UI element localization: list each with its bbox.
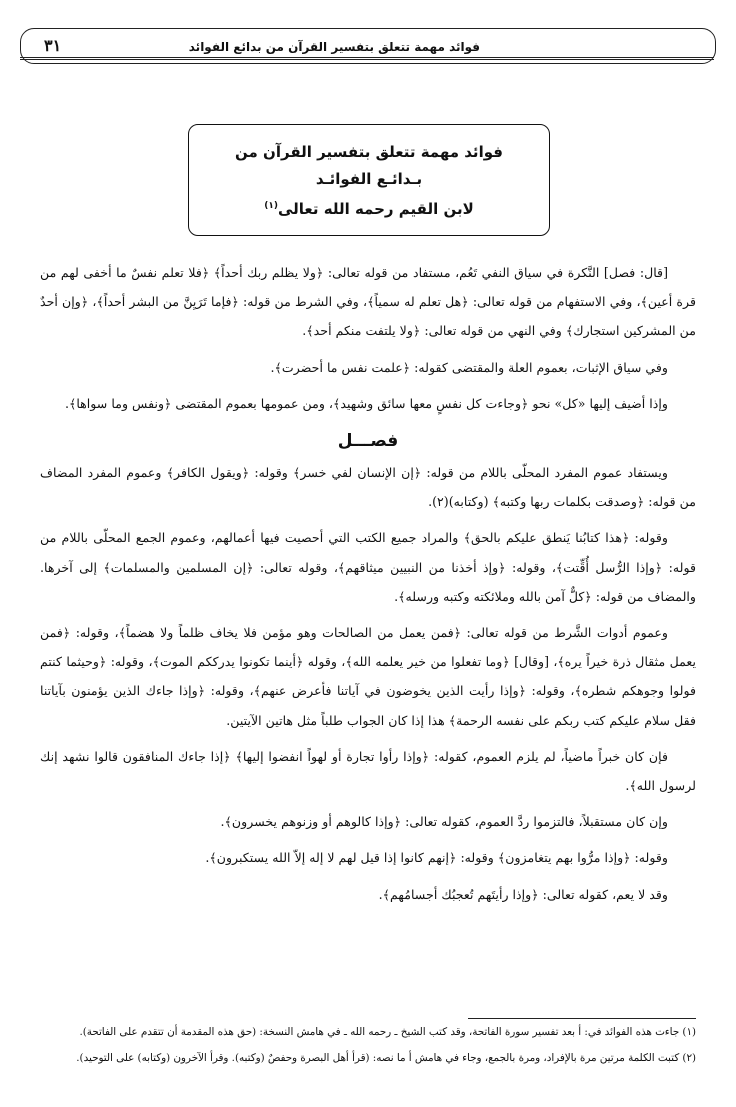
footnote-separator [468,1018,696,1019]
chapter-title-line-2: بـدائـع الفوائـد [315,170,423,188]
paragraph: وفي سياق الإثبات، بعموم العلة والمقتضى كقوله: ﴿علمت نفس ما أحضرت﴾. [270,359,668,375]
section-heading: فصـــل [337,431,399,452]
header-rule [20,57,714,60]
chapter-title-author: لابن القيم رحمه الله تعالى [277,200,474,218]
paragraph: ويستفاد عموم المفرد المحلّى باللام من قوله: ﴿إن الإنسان لفي خسر﴾ وقوله: ﴿ويقول الكافر﴾ وعموم المفرد المضاف من قوله: ﴿وصدقت بكلمات ربها وكتبه﴾ (وكتابه)(٢). [40,465,696,510]
footnote-marker: (١) [264,201,278,211]
chapter-title-box [188,124,550,236]
paragraph: وإذا أضيف إليها «كل» نحو ﴿وجاءت كل نفسٍ معها سائق وشهيد﴾، ومن عمومها بعموم المقتضى ﴿ونفس وما سواها﴾. [64,395,668,411]
running-header-title: فوائد مهمة تتعلق بتفسير القرآن من بدائع الفوائد [188,40,480,54]
footnote: (١) جاءت هذه الفوائد في: أ بعد تفسير سورة الفاتحة، وقد كتب الشيخ ـ رحمه الله ـ في هامش النسخة: (حق هذه المقدمة أن تتقدم على الفاتحة). [79,1026,696,1038]
page-number: ٣١ [44,36,62,55]
paragraph: [قال: فصل] النَّكرة في سياق النفي تَعُم، مستفاد من قوله تعالى: ﴿ولا يظلم ربك أحداً﴾ ﴿فلا تعلم نفسٌ ما أخفى لهم من قرة أعين﴾، وفي الاستفهام من قوله تعالى: ﴿هل تعلم له سمياً﴾، وفي الشرط من قوله: ﴿فإما تَرَيِنَّ من البشر أحداً﴾، ﴿وإن أحدٌ من المشركين استجارك﴾ وفي النهي من قوله تعالى: ﴿ولا يلتفت منكم أحد﴾. [40,265,696,339]
paragraph: وقد لا يعم، كقوله تعالى: ﴿وإذا رأيتَهم تُعجبُك أجسامُهم﴾. [378,886,668,902]
chapter-title-line-3 [189,193,549,223]
footnotes [40,1023,696,1075]
footnote: (٢) كتبت الكلمة مرتين مرة بالإفراد، ومرة بالجمع، وجاء في هامش أ ما نصه: (قرأ أهل البصرة وحفصٌ (وكتبه). وقرأ الآخرون (وكتابه) على التوحيد). [76,1052,696,1064]
paragraph: وعموم أدوات الشَّرط من قوله تعالى: ﴿فمن يعمل من الصالحات وهو مؤمن فلا يخاف ظلماً ولا هضماً﴾، وقوله: ﴿فمن يعمل مثقال ذرة خيراً يره﴾، [وقال] ﴿وما تفعلوا من خير يعلمه الله﴾، وقوله ﴿أينما تكونوا يدرككم الموت﴾، وقوله: ﴿وحيثما كنتم فولوا وجوهكم شطره﴾، وقوله: ﴿وإذا رأيت الذين يخوضون في آياتنا فأعرض عنهم﴾، وقوله: ﴿وإذا جاءك الذين يؤمنون بآياتنا فقل سلام عليكم كتب ربكم على نفسه الرحمة﴾ هذا إذا كان الجواب طلباً مثل هاتين الآيتين. [40,625,696,728]
paragraph: وإن كان مستقبلاً، فالتزموا ردَّ العموم، كقوله تعالى: ﴿وإذا كالوهم أو وزنوهم يخسرون﴾. [220,814,668,830]
paragraph: فإن كان خبراً ماضياً، لم يلزم العموم، كقوله: ﴿وإذا رأوا تجارة أو لهواً انفضوا إليها﴾ ﴿إذا جاءك المنافقون قالوا نشهد إنك لرسول الله﴾. [40,748,696,794]
chapter-title-line-1: فوائد مهمة تتعلق بتفسير القرآن من [235,143,503,161]
body-text [40,258,696,916]
paragraph: وقوله: ﴿وإذا مرُّوا بهم يتغامزون﴾ وقوله: ﴿إنهم كانوا إذا قيل لهم لا إله إلاّ الله يستكبرون﴾. [205,850,668,866]
paragraph: وقوله: ﴿هذا كتابُنا يَنطق عليكم بالحق﴾ والمراد جميع الكتب التي أحصيت فيها أعمالهم، وعموم الجمع المحلّى باللام من قوله: ﴿وإذا الرُّسل أُقِّتت﴾، وقوله: ﴿وإذ أخذنا من النبيين ميثاقهم﴾، وقوله تعالى: ﴿إن المسلمين والمسلمات﴾ إلى آخرها. والمضاف من قوله: ﴿كلٌّ آمن بالله وملائكته وكتبه ورسله﴾. [40,530,696,604]
